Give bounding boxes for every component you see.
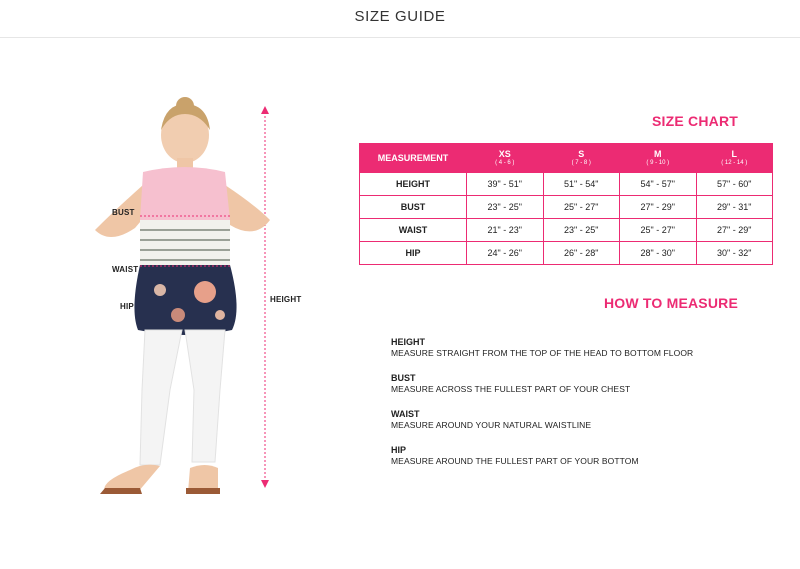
size-chart-table (359, 143, 773, 265)
table-cell: 39" - 51" (467, 173, 544, 196)
size-range: ( 7 - 8 ) (571, 160, 591, 166)
table-cell: 25" - 27" (543, 196, 620, 219)
row-label: WAIST (360, 219, 467, 242)
table-cell: 21" - 23" (467, 219, 544, 242)
table-cell: 27" - 29" (696, 219, 773, 242)
table-cell: 23" - 25" (467, 196, 544, 219)
size-chart-title: SIZE CHART (652, 113, 738, 129)
page-title: SIZE GUIDE (354, 8, 446, 25)
size-range: ( 9 - 10 ) (646, 160, 670, 166)
table-cell: 29" - 31" (696, 196, 773, 219)
row-label: BUST (360, 196, 467, 219)
table-cell: 26" - 28" (543, 242, 620, 265)
how-to-measure-title: HOW TO MEASURE (604, 295, 738, 311)
size-range: ( 12 - 14 ) (721, 160, 748, 166)
size-header-m (620, 144, 697, 173)
instruction-item-bust (391, 373, 771, 395)
measure-instructions (391, 337, 771, 481)
hip-label: HIP (120, 302, 134, 311)
page-header (0, 0, 800, 38)
size-header-row (360, 144, 773, 173)
table-cell: 24" - 26" (467, 242, 544, 265)
table-row-height (360, 173, 773, 196)
table-cell: 28" - 30" (620, 242, 697, 265)
size-range: ( 4 - 6 ) (495, 160, 515, 166)
table-cell: 57" - 60" (696, 173, 773, 196)
bust-label: BUST (112, 208, 135, 217)
size-name: S (578, 149, 585, 159)
table-cell: 23" - 25" (543, 219, 620, 242)
size-header-xs (467, 144, 544, 173)
table-cell: 25" - 27" (620, 219, 697, 242)
row-label: HEIGHT (360, 173, 467, 196)
measurement-header: MEASUREMENT (360, 144, 467, 173)
instruction-desc: MEASURE STRAIGHT FROM THE TOP OF THE HEAD TO BOTTOM FLOOR (391, 348, 694, 358)
instruction-item-waist (391, 409, 771, 431)
size-header-l (696, 144, 773, 173)
instruction-item-height (391, 337, 771, 359)
instruction-item-hip (391, 445, 771, 467)
height-label: HEIGHT (270, 295, 302, 304)
size-name: L (731, 149, 737, 159)
table-cell: 27" - 29" (620, 196, 697, 219)
table-row-bust (360, 196, 773, 219)
row-label: HIP (360, 242, 467, 265)
instruction-term: HIP (391, 445, 407, 455)
instruction-desc: MEASURE AROUND THE FULLEST PART OF YOUR BOTTOM (391, 456, 639, 466)
table-cell: 51" - 54" (543, 173, 620, 196)
instruction-term: BUST (391, 373, 416, 383)
instruction-desc: MEASURE AROUND YOUR NATURAL WAISTLINE (391, 420, 592, 430)
instruction-term: HEIGHT (391, 337, 426, 347)
table-row-hip (360, 242, 773, 265)
size-name: M (654, 149, 662, 159)
table-cell: 30" - 32" (696, 242, 773, 265)
size-name: XS (498, 149, 511, 159)
size-header-s (543, 144, 620, 173)
table-row-waist (360, 219, 773, 242)
model-figure (60, 90, 320, 510)
waist-label: WAIST (112, 265, 139, 274)
instruction-desc: MEASURE ACROSS THE FULLEST PART OF YOUR CHEST (391, 384, 631, 394)
table-cell: 54" - 57" (620, 173, 697, 196)
instruction-term: WAIST (391, 409, 420, 419)
